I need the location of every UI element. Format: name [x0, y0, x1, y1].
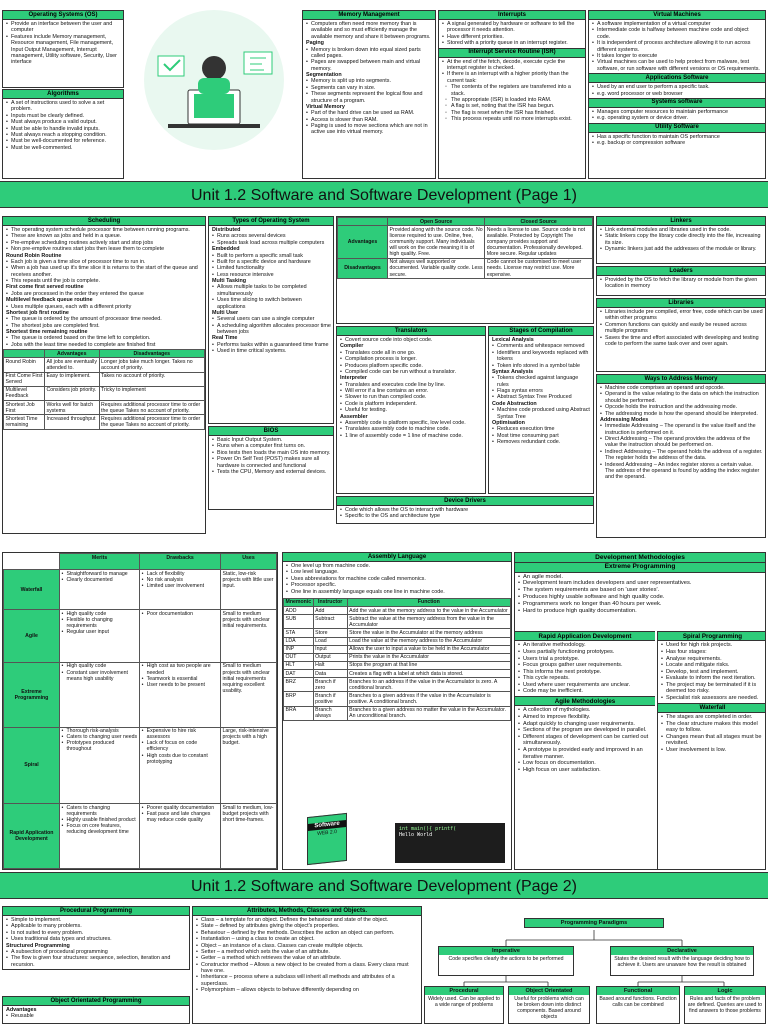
table-row: Rapid Application Development • Caters to changing requirements • Highly usable finished product • Focus on core features, reducing development time • Poorer quality documentation • Fast pace and late changes may reduce code quality Small to medium, low-budget projects with short time-frames. [4, 804, 277, 869]
imperative-node: Imperative Code specifies clearly the actions to be performed [438, 946, 574, 976]
table-row: First Come First Served Easy to implement. Takes no account of priority. [4, 372, 205, 386]
table-row: SUB Subtract Subtract the value at the memory address from the value in the Accumulator [284, 615, 511, 629]
memory-title: Memory Management [303, 11, 435, 20]
dev-methodologies-box: Development Methodologies Extreme Programming • An agile model. • Development team includes developers and user representatives. • The system requirements are based on 'user stories'. • Produces highly usable software and high quality code. • Programmers work no longer than 40 hours per week. • Hard to produce high quality documentation. Rapid Application Development • An iterative methodology. • Uses partially functioning prototypes. • Users trial a prototype. • Focus groups gather user requirements. • This informs the next prototype. • This cycle repeats. • Used where user requirements are unclear. • Code may be inefficient. Agile Methodologies • A collection of mythologies. • Aimed to improve flexibility. • Adapt quickly to changing user requirements. • Sections of the program are developed in parallel. • Different stages of development can be carried out simultaneously. • A prototype is provided early and improved in an iterative manner. • Low focus on documentation. • High focus on user satisfaction. Spiral Programming • Used for high risk projects. • Has four stages: • Analyse requirements. • Locate and mitigate risks. • Develop, test and implement. • Evaluate to inform the next iteration. • The project may be terminated if it is deemed too risky. • Specialist risk assessors are needed. Waterfall • The stages are completed in order. • The clear structure makes this model easy to follow. • Changes mean that all stages must be revisited. • User involvement is low. [514, 552, 766, 870]
memory-box [302, 10, 436, 179]
functional-node: Functional Based around functions. Function calls can be combined [596, 986, 680, 1024]
scheduling-box: Scheduling • The operating system schedule processor time between running programs. • These are known as jobs and held in a queue. • Pre-emptive scheduling routines actively start and stop jobs • Non pre-emptive routines start jobs then leave them to complete Round Robin Routine • Each job is given a time slice of processor time to run in. • When a job has used up it's time slice it is returns to the start of the queue and receives another. • This repeats until the job is complete. First come first served routine • Jobs are processed in the order they entered the queue Multilevel feedback queue routine • Uses multiple queues, each with a different priority Shortest job first routine • The queue is ordered by the amount of processor time needed. • The shortest jobs are completed first. Shortest time remaining routine • The queue is ordered based on the time left to completion. • Jobs with the least time needed to complete are finished first Advantages Disadvantages Round Robin All jobs are eventually attended to. Longer jobs take much longer. Takes no account of priority. First Come First Served Easy to implement. Takes no account of priority. Multilevel Feedback Considers job priority. Tricky to implement Shortest Job First Works well for batch systems Requires additional processor time to order the queue Takes no account of priority. Shortest Time remaining Increased throughput Requires additional processor time to order the queue Takes no account of priority. [2, 216, 206, 534]
code-screenshot: int main(){ printf( Hello World [395, 823, 505, 863]
declarative-node: Declarative States the desired result with the language deciding how to achieve it. Users are unaware how the result is obtained [610, 946, 754, 976]
addressing-box: Ways to Address Memory • Machine code comprises an operand and opcode. • Operand is the value relating to the data on which the instruction should be performed. • Opcode holds the instruction and the addressing mode. • The addressing mode is how the operand should be interpreted. Addressing Modes • Immediate Addressing – The operand is the value itself and the instruction is performed on it. • Direct Addressing – The operand provides the address of the value the instruction should be performed on. • Indirect Addressing – The operand holds the address of a register. The register holds the address of the data. • Indexed Addressing – An index register stores a certain value. The address of the operand is found by adding the index register and the operand. [596, 374, 766, 538]
os-box [2, 10, 124, 88]
oo-node: Object Orientated Useful for problems which can be broken down into distinct components. Based around objects [508, 986, 590, 1024]
page-title-2: Unit 1.2 Software and Software Development (Page 2) [0, 872, 768, 899]
interrupts-box: Interrupts • A signal generated by hardware or software to tell the processor it needs attention. • Have different priorities. • Stored with a priority queue in an interrupt register. Interrupt Service Routine (ISR) • At the end of the fetch, decode, execute cycle the interrupt register is checked. • If there is an interrupt with a higher priority than the current task: ◦ The contents of the registers are transferred into a stack. ◦ The appropriate (ISR) is loaded into RAM. ◦ A flag is set, noting that the ISR has begun. ◦ The flag is reset when the ISR has finished. ◦ This process repeats until no more interrupts exist. [438, 10, 586, 179]
table-row: ADD Add Add the value at the memory address to the value in the Accumulator [284, 607, 511, 615]
loaders-box: Loaders • Provided by the OS to fetch the library or module from the given location in memory [596, 266, 766, 296]
vm-box: Virtual Machines • A software implementation of a virtual computer • Intermediate code is halfway between machine code and object code. • It is independent of process architecture allowing it to run across different systems. • It takes longer to execute • Virtual machines can be used to help protect from malware, test software, or run software with different versions or OS requirements. Applications Software • Used by an end user to perform a specific task. • e.g. word processor or web browser Systems software • Manages computer resources to maintain performance • e.g. operating system or device driver. Utility Software • Has a specific function to maintain OS performance • e.g. backup or compression software [588, 10, 766, 179]
table-row: Multilevel Feedback Considers job priority. Tricky to implement [4, 386, 205, 400]
table-row: HLT Halt Stops the program at that line [284, 661, 511, 669]
table-row: LDA Load Load the value at the memory address to the Accumulator [284, 637, 511, 645]
os-types-box: Types of Operating System Distributed • Runs across several devices • Spreads task load across multiple computers Embedded • Built to perform a specific small task • Built for a specific device and hardware • Limited functionality • Less resource intensive Multi Tasking • Allows multiple tasks to be completed simultaneously • Uses time slicing to switch between applications Multi User • Several users can use a single computer • A scheduling algorithm allocates processor time between jobs Real Time • Performs tasks within a guaranteed time frame • Used in time critical systems. [208, 216, 334, 424]
open-closed-source-box [336, 216, 594, 324]
table-row: BRZ Branch if zero Branches to an address if the value in the Accumulator is zero. A conditional branch. [284, 678, 511, 692]
os-list: • Provide an interface between the user and computer • Features include Memory management, Resource management, File management, Input Output Management, Interrupt management, Utility software, Security, User interface [3, 20, 123, 67]
paradigms-box [424, 906, 766, 1024]
procedural-box: Procedural Programming • Simple to implement. • Applicable to many problems. • Is not suited to every problem. • Uses traditional data types and structures. Structured Programming • A subsection of procedural programming • The flow is given four structures: sequence, selection, iteration and recursion. [2, 906, 190, 970]
table-row: Agile • High quality code • Flexible to changing requirements • Regular user input • Poor documentation Small to medium projects with unclear initial requirements. [4, 610, 277, 663]
table-row: BRA Branch always Branches to a given address no matter the value in the Accumulator. An unconditional branch. [284, 706, 511, 720]
algorithms-title: Algorithms [3, 90, 123, 99]
libraries-box: Libraries • Libraries include pre compiled, error free, code which can be used within other programs • Common functions can quickly and easily be reused across multiple programs • Saves the time and effort associated with developing and testing code to perform the same task over and over again. [596, 298, 766, 372]
attributes-box: Attributes, Methods, Classes and Objects. • Class – a template for an object. Defines the behaviour and state of the object. • State – defined by attributes giving the object's properties. • Behaviour – defined by the methods. Describes the action an object can perform. • Instantiation – using a class to create an object. • Object – an instance of a class. Classes can create multiple objects. • Setter – a method which sets the value of an attribute. • Getter – a method which retrieves the value of an attribute. • Constructor method – Allows a new object to be created from a class. Every class must have one. • Inheritance – process where a subclass will inherit all methods and attributes of a superclass. • Polymorphism – allows objects to behave differently depending on [192, 906, 422, 1024]
table-row: Shortest Job First Works well for batch systems Requires additional processor time to order the queue Takes no account of priority. [4, 401, 205, 415]
bios-box: BIOS • Basic Input Output System. • Runs when a computer first turns on. • Bios tests then loads the main OS into memory. • Power On Self Test (POST) makes sure all hardware is connected and functional • Tests the CPU, Memory and external devices. [208, 426, 334, 510]
table-row: Advantages Provided along with the source code. No license required to use. Online, free, community support. Many individuals will work on the code meaning it is of high quality. Free. Needs a license to use. Source code is not available. Protected by Copyright The company provides support and documentation. Professionally developed. More secure. Regular updates [338, 226, 593, 259]
oop-box: Object Orientated Programming Advantages • Reusable [2, 996, 190, 1024]
software-box-icon: Software WEB 2.0 [307, 813, 347, 865]
table-row: STA Store Store the value in the Accumulator at the memory address [284, 629, 511, 637]
interrupts-title: Interrupts [439, 11, 585, 20]
table-row: Extreme Programming • High quality code • Constant user involvement means high usability • High cost as two people are needed • Teamwork is essential • User needs to be present Small to medium projects with unclear initial requirements requiring excellent usability. [4, 662, 277, 727]
logic-node: Logic Rules and facts of the problem are defined. Queries are used to find answers to those problems [684, 986, 766, 1024]
drivers-box: Device Drivers • Code which allows the OS to interact with hardware • Specific to the OS and architecture type [336, 496, 594, 524]
methodologies-table: Merits Drawbacks Uses Waterfall • Straightforward to manage • Clearly documented • Lack of flexibility • No risk analysis • Limited user involvement Static, low-risk projects with little user input. Agile • High quality code • Flexible to changing requirements • Regular user input • Poor documentation Small to medium projects with unclear initial requirements. Extreme Programming • High quality code • Constant user involvement means high usability • High cost as two people are needed • Teamwork is essential • User needs to be present Small to medium projects with unclear initial requirements requiring excellent usability. Spiral • Thorough risk-analysis • Caters to changing user needs • Prototypes produced throughout • Expensive to hire risk assessors • Lack of focus on code efficiency • High costs due to constant prototyping Large, risk-intensive projects with a high budget. Rapid Application Development • Caters to changing requirements • Highly usable finished product • Focus on core features, reducing development time • Poorer quality documentation • Fast pace and late changes may reduce code quality Small to medium, low-budget projects with short time-frames. [3, 553, 277, 869]
table-row: OUT Output Prints the value in the Accumulator [284, 653, 511, 661]
translators-box: Translators • Covert source code into object code. Compiler • Translates code all in one go. • Compilation process is longer. • Produces platform specific code. • Compiled code can be run without a translator. Interpreter • Translates and executes code line by line. • Will error if a line contains an error. • Slower to run than compiled code. • Code is platform independent. • Useful for testing. Assembler • Assembly code is platform specific, low level code. • Translates assembly code to machine code. • 1 line of assembly code = 1 line of machine code. [336, 326, 486, 494]
isr-title: Interrupt Service Routine (ISR) [439, 48, 585, 58]
page-title-1: Unit 1.2 Software and Software Development (Page 1) [0, 181, 768, 208]
table-row: Waterfall • Straightforward to manage • Clearly documented • Lack of flexibility • No risk analysis • Limited user involvement Static, low-risk projects with little user input. [4, 570, 277, 610]
mnemonics-table: Mnemonic Instructor Function ADD Add Add the value at the memory address to the value in the Accumulator SUB Subtract Subtract the value at the memory address from the value in the Accumulator STA Store Store the value in the Accumulator at the memory address LDA Load Load the value at the memory address to the Accumulator INP Input Allows the user to input a value to be held in the Accumulator OUT Output Prints the value in the Accumulator HLT Halt Stops the program at that line DAT Data Creates a flag with a label at which data is stored. BRZ Branch if zero Branches to an address if the value in the Accumulator is zero. A conditional branch. BRP Branch if positive Branches to a given address if the value in the Accumulator is positive. A conditional branch. BRA Branch always Branches to a given address no matter the value in the Accumulator. An unconditional branch. [283, 598, 511, 721]
paradigms-title: Programming Paradigms [524, 918, 664, 928]
table-row: INP Input Allows the user to input a value to be held in the Accumulator [284, 645, 511, 653]
table-row: DAT Data Creates a flag with a label at which data is stored. [284, 670, 511, 678]
table-row: BRP Branch if positive Branches to a given address if the value in the Accumulator is positive. A conditional branch. [284, 692, 511, 706]
memory-list: • Computers often need more memory than is available and so must efficiently manage the available memory and share it between programs. Paging • Memory is broken down into equal sized parts called pages. • Pages are swapped between main and virtual memory. Segmentation • Memory is split up into segments. • Segments can vary in size. • These segments represent the logical flow and structure of a program. Virtual Memory • Part of the hard drive can be used as RAM. • Access is slower than RAM. • Paging is used to move sections which are not in active use into virtual memory. [303, 20, 435, 137]
algorithms-list: • A set of instructions used to solve a set problem. • Inputs must be clearly defined. • Must always produce a valid output. • Must be able to handle invalid inputs. • Must always reach a stopping condition. • Must be well-documented for reference. • Must be well-commented. [3, 99, 123, 152]
os-title: Operating Systems (OS) [3, 11, 123, 20]
procedural-node: Procedural Widely used. Can be applied to a wide range of problems [424, 986, 504, 1024]
methodologies-table-box [2, 552, 278, 870]
table-row: Spiral • Thorough risk-analysis • Caters to changing user needs • Prototypes produced throughout • Expensive to hire risk assessors • Lack of focus on code efficiency • High costs due to constant prototyping Large, risk-intensive projects with a high budget. [4, 727, 277, 804]
table-row: Round Robin All jobs are eventually attended to. Longer jobs take much longer. Takes no account of priority. [4, 358, 205, 372]
algorithms-box [2, 89, 124, 179]
scheduling-table: Advantages Disadvantages Round Robin All jobs are eventually attended to. Longer jobs take much longer. Takes no account of priority. First Come First Served Easy to implement. Takes no account of priority. Multilevel Feedback Considers job priority. Tricky to implement Shortest Job First Works well for batch systems Requires additional processor time to order the queue Takes no account of priority. Shortest Time remaining Increased throughput Requires additional processor time to order the queue Takes no account of priority. [3, 349, 205, 429]
coder-illustration [128, 6, 300, 154]
table-row: Shortest Time remaining Increased throughput Requires additional processor time to order the queue Takes no account of priority. [4, 415, 205, 429]
developer-at-desk-icon [128, 6, 300, 154]
linkers-box: Linkers • Link external modules and libraries used in the code. • Static linkers copy the library code directly into the file, increasing its size. • Dynamic linkers just add the addresses of the module or library. [596, 216, 766, 264]
table-row: Disadvantages Not always well supported or documented. Variable quality code. Less secure. Code cannot be customised to meet user needs. License may restrict use. More expensive. [338, 258, 593, 278]
source-table: Open Source Closed Source Advantages Provided along with the source code. No license required to use. Online, free, community support. Many individuals will work on the code meaning it is of high quality. Free. Needs a license to use. Source code is not available. Protected by Copyright The company provides support and documentation. Professionally developed. More secure. Regular updates Disadvantages Not always well supported or documented. Variable quality code. Less secure. Code cannot be customised to meet user needs. License may restrict use. More expensive. [337, 217, 593, 279]
assembly-box: Assembly Language • One level up from machine code. • Low level language. • Uses abbreviations for machine code called mnemonics. • Processor specific. • One line in assembly language equals one line in machine code. Mnemonic Instructor Function ADD Add Add the value at the memory address to the value in the Accumulator SUB Subtract Subtract the value at the memory address from the value in the Accumulator STA Store Store the value in the Accumulator at the memory address LDA Load Load the value at the memory address to the Accumulator INP Input Allows the user to input a value to be held in the Accumulator OUT Output Prints the value in the Accumulator HLT Halt Stops the program at that line DAT Data Creates a flag with a label at which data is stored. BRZ Branch if zero Branches to an address if the value in the Accumulator is zero. A conditional branch. BRP Branch if positive Branches to a given address if the value in the Accumulator is positive. A conditional branch. BRA Branch always Branches to a given address no matter the value in the Accumulator. An unconditional branch. Software WEB 2.0 int main(){ printf( Hello World [282, 552, 512, 870]
compilation-box: Stages of Compilation Lexical Analysis • Comments and whitespace removed • Identifiers and keywords replaced with tokens • Token info stored in a symbol table Syntax Analysis • Tokens checked against language rules • Flags syntax errors • Abstract Syntax Tree Produced Code Abstraction • Machine code produced using Abstract Syntax Tree Optimisation • Reduces execution time • Most time consuming part • Removes redundant code. [488, 326, 594, 494]
